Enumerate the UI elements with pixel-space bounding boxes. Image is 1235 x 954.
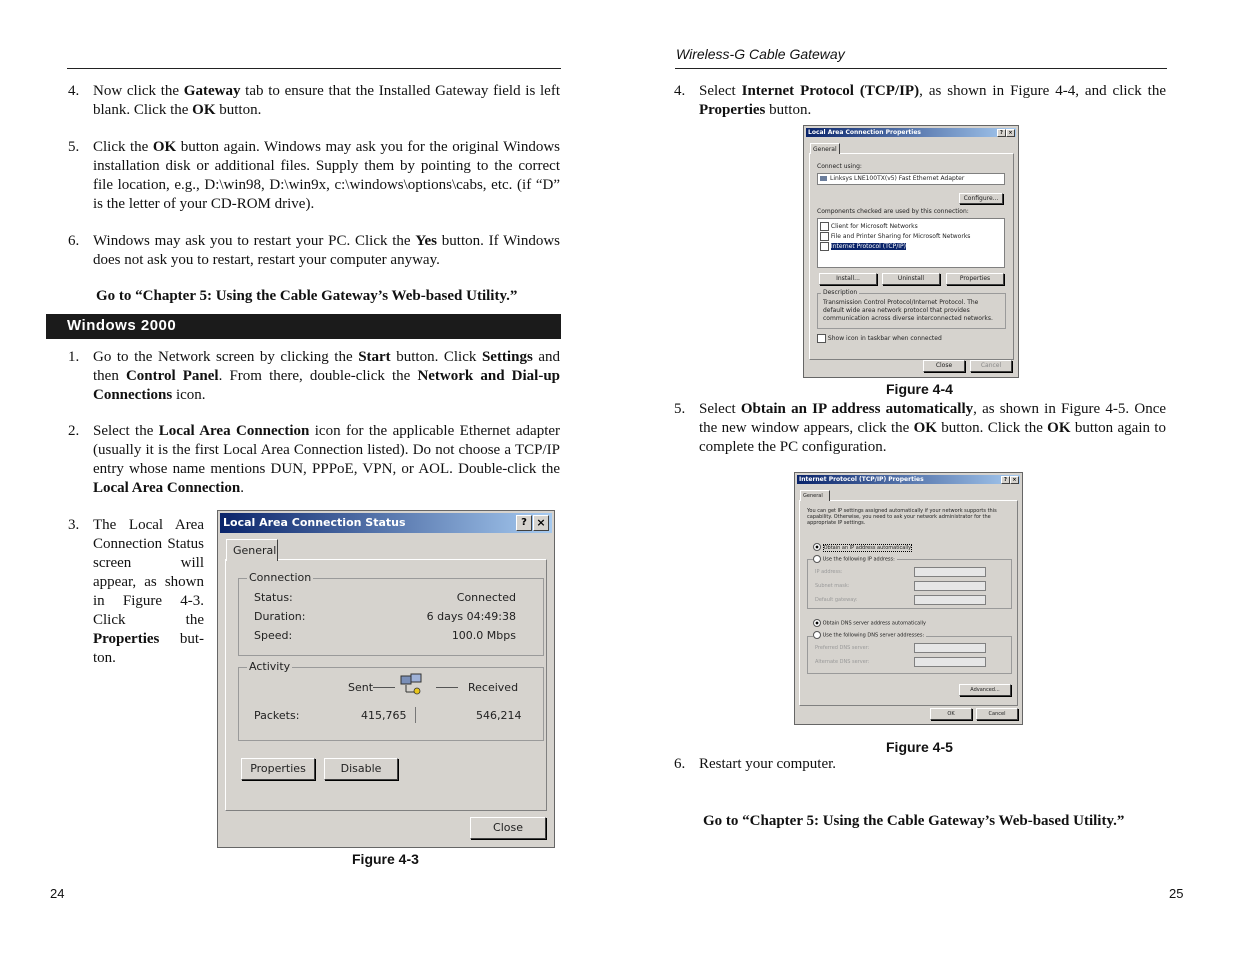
step-text: Select the Local Area Connection icon for the applicable Ethernet adapter (usually it is the first Local Area Connection listed). Do not choose a TCP/IP entry whose name mentions DUN, PPPoE, VPN, or AOL. Double-click the Local Area Connection.: [93, 423, 561, 496]
status-dialog-title: Local Area Connection Status: [223, 516, 406, 529]
step-number: 2.: [68, 423, 80, 439]
check-icon: [820, 222, 829, 231]
local-area-connection-properties-dialog: [803, 125, 1019, 378]
component-label: Internet Protocol (TCP/IP): [830, 243, 906, 250]
check-icon: [820, 242, 829, 251]
use-ip-radio[interactable]: [813, 555, 897, 563]
props-close-button[interactable]: Close: [923, 360, 965, 372]
speed-value: 100.0 Mbps: [451, 629, 516, 642]
packets-divider: [415, 707, 416, 723]
component-tcpip[interactable]: [820, 242, 906, 251]
props-tab-general[interactable]: [810, 143, 840, 154]
step-number: 5.: [674, 401, 686, 417]
adapter-name: Linksys LNE100TX(v5) Fast Ethernet Adapter: [830, 175, 965, 182]
static-dns-group: [807, 636, 1012, 674]
component-client[interactable]: [820, 222, 918, 231]
right-top-rule: [675, 68, 1167, 69]
section-title: Windows 2000: [67, 317, 177, 334]
properties-button[interactable]: Properties: [241, 758, 315, 780]
help-button[interactable]: ?: [516, 515, 532, 531]
step-text: Select Obtain an IP address automatically, as shown in Figure 4-5. Once the new window appears, click the OK button. Click the OK button again to complete the PC configuration.: [699, 401, 1167, 455]
description-label: Description: [823, 289, 858, 296]
radio-selected-icon: [813, 619, 821, 627]
step-text: Windows may ask you to restart your PC. Click the Yes button. If Windows does not ask you to restart, restart your computer anyway.: [93, 233, 561, 268]
step-number: 3.: [68, 517, 80, 533]
step-number: 4.: [68, 83, 80, 99]
sent-line: [373, 687, 395, 688]
status-label: Status:: [254, 591, 293, 604]
use-dns-label: Use the following DNS server addresses:: [822, 632, 925, 639]
left-goto-chapter: Go to “Chapter 5: Using the Cable Gateway’s Web-based Utility.”: [96, 288, 518, 304]
default-gateway-label: Default gateway:: [815, 597, 858, 603]
tcpip-cancel-button[interactable]: Cancel: [976, 708, 1018, 720]
preferred-dns-field[interactable]: [914, 643, 986, 653]
use-dns-radio[interactable]: [813, 631, 926, 639]
figure-4-5-caption: Figure 4-5: [886, 739, 953, 755]
figure-4-4-caption: Figure 4-4: [886, 381, 953, 397]
components-list: [817, 218, 1005, 268]
connect-using-label: Connect using:: [817, 163, 862, 170]
tcpip-properties-button[interactable]: Properties: [946, 273, 1004, 285]
packets-sent-value: 415,765: [361, 709, 407, 722]
tcpip-tab-general-label: General: [803, 493, 823, 499]
check-icon: [820, 232, 829, 241]
uninstall-button[interactable]: Uninstall: [882, 273, 940, 285]
props-cancel-button[interactable]: Cancel: [970, 360, 1012, 372]
ip-address-field[interactable]: [914, 567, 986, 577]
configure-button[interactable]: Configure...: [959, 193, 1003, 204]
step-number: 4.: [674, 83, 686, 99]
left-page-number: 24: [50, 886, 65, 901]
radio-icon: [813, 631, 821, 639]
sent-label: Sent: [348, 681, 374, 694]
step-text: Now click the Gateway tab to ensure that the Installed Gateway field is left blank. Click the OK button.: [93, 83, 560, 118]
step-text: Restart your computer.: [699, 756, 837, 772]
ip-address-label: IP address:: [815, 569, 843, 575]
step-text: Select Internet Protocol (TCP/IP), as shown in Figure 4-4, and click the Properties button.: [699, 83, 1167, 118]
preferred-dns-label: Preferred DNS server:: [815, 645, 870, 651]
step-number: 6.: [674, 756, 686, 772]
alternate-dns-field[interactable]: [914, 657, 986, 667]
props-close-icon[interactable]: ×: [1006, 129, 1015, 137]
component-file-sharing[interactable]: [820, 232, 970, 241]
show-icon-checkbox[interactable]: [817, 334, 942, 343]
use-ip-label: Use the following IP address:: [822, 556, 895, 563]
advanced-button[interactable]: Advanced...: [959, 684, 1011, 696]
network-activity-icon: [400, 673, 424, 695]
adapter-field: [817, 173, 1005, 185]
component-label: Client for Microsoft Networks: [830, 223, 918, 230]
tcpip-dialog-title: Internet Protocol (TCP/IP) Properties: [799, 476, 924, 483]
obtain-ip-radio[interactable]: [813, 543, 912, 551]
figure-4-3-caption: Figure 4-3: [352, 851, 419, 867]
tcpip-help-button[interactable]: ?: [1001, 476, 1010, 484]
obtain-ip-label: Obtain an IP address automatically: [823, 544, 912, 551]
step-number: 6.: [68, 233, 80, 249]
right-goto-chapter: Go to “Chapter 5: Using the Cable Gateway’s Web-based Utility.”: [703, 813, 1125, 829]
received-label: Received: [468, 681, 519, 694]
step-text: Go to the Network screen by clicking the Start button. Click Settings and then Control Panel. From there, double-click the Network and Dial-up Connections icon.: [93, 349, 561, 403]
tcpip-dialog-titlebar: [797, 475, 1020, 484]
packets-received-value: 546,214: [476, 709, 522, 722]
tcpip-intro-text: You can get IP settings assigned automatically if your network supports this capability. Otherwise, you need to ask your network administrator for the appropriate IP settings.: [807, 508, 997, 526]
step-number: 1.: [68, 349, 80, 365]
packets-label: Packets:: [254, 709, 300, 722]
duration-label: Duration:: [254, 610, 306, 623]
status-dialog-titlebar: [220, 513, 552, 533]
step-text: The Local Area Connection Status screen will appear, as shown in Figure 4-3. Click the Properties but-ton.: [93, 517, 204, 666]
install-button[interactable]: Install...: [819, 273, 877, 285]
local-area-connection-status-dialog: [217, 510, 555, 848]
components-label: Components checked are used by this connection:: [817, 208, 969, 215]
radio-icon: [813, 555, 821, 563]
radio-selected-icon: [813, 543, 821, 551]
section-bar-windows-2000: [46, 314, 561, 339]
step-number: 5.: [68, 139, 80, 155]
tab-general-label: General: [233, 544, 277, 557]
obtain-dns-radio[interactable]: [813, 619, 926, 627]
default-gateway-field[interactable]: [914, 595, 986, 605]
right-page-number: 25: [1169, 886, 1184, 901]
connection-group-label: Connection: [249, 571, 312, 584]
close-icon[interactable]: ×: [533, 515, 549, 531]
received-line: [436, 687, 458, 688]
close-button[interactable]: Close: [470, 817, 546, 839]
subnet-mask-field[interactable]: [914, 581, 986, 591]
tab-general[interactable]: [226, 539, 278, 561]
speed-label: Speed:: [254, 629, 293, 642]
subnet-mask-label: Subnet mask:: [815, 583, 850, 589]
adapter-icon: [820, 176, 827, 181]
right-running-header: Wireless-G Cable Gateway: [676, 46, 845, 62]
step-text: Click the OK button again. Windows may ask you for the original Windows installation disk or additional files. Supply them by pointing to the correct file location, e.g., D:\win98, D:\win9x, c:\windows\options\cabs, etc. (if “D” is the letter of your CD-ROM drive).: [93, 139, 560, 212]
props-dialog-titlebar: [806, 128, 1016, 137]
props-dialog-title: Local Area Connection Properties: [808, 129, 921, 136]
status-value: Connected: [456, 591, 516, 604]
left-top-rule: [67, 68, 561, 69]
tcpip-tab-general[interactable]: [800, 490, 830, 501]
tcpip-properties-dialog: [794, 472, 1023, 725]
checkbox-icon: [817, 334, 826, 343]
disable-button[interactable]: Disable: [324, 758, 398, 780]
ok-button[interactable]: OK: [930, 708, 972, 720]
tcpip-close-icon[interactable]: ×: [1010, 476, 1019, 484]
props-help-button[interactable]: ?: [997, 129, 1006, 137]
obtain-dns-label: Obtain DNS server address automatically: [822, 620, 926, 627]
duration-value: 6 days 04:49:38: [426, 610, 516, 623]
activity-group-label: Activity: [249, 660, 291, 673]
description-text: Transmission Control Protocol/Internet Protocol. The default wide area network protocol that provides communication across diverse interconnected networks.: [823, 299, 993, 322]
show-icon-label: Show icon in taskbar when connected: [827, 335, 942, 342]
component-label: File and Printer Sharing for Microsoft Networks: [830, 233, 971, 240]
activity-group: [238, 667, 544, 741]
alternate-dns-label: Alternate DNS server:: [815, 659, 870, 665]
props-tab-general-label: General: [813, 146, 837, 153]
